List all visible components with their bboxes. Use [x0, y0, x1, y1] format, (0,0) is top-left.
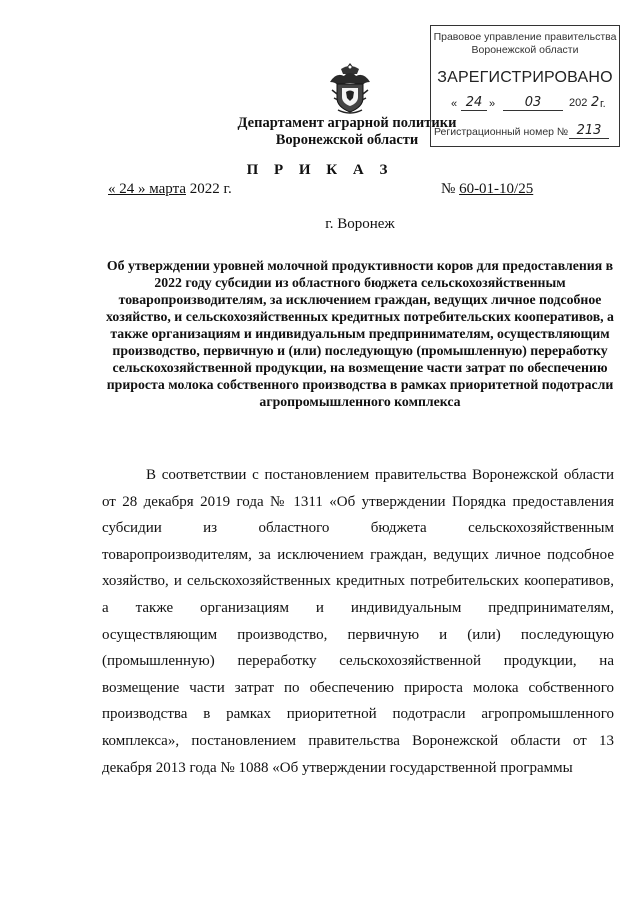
stamp-date-year-suffix: г.: [600, 98, 606, 110]
document-type: П Р И К А З: [246, 162, 394, 178]
stamp-date-day: 24: [461, 95, 487, 111]
stamp-date-year-handwritten: 2: [591, 95, 600, 110]
stamp-date-quote-open: «: [451, 98, 458, 110]
order-date-day-month: « 24 » марта: [108, 181, 186, 197]
stamp-reg-label: Регистрационный номер №: [434, 126, 569, 138]
stamp-authority-line-1: Правовое управление правительства: [433, 31, 617, 43]
stamp-date-month: 03: [503, 95, 563, 111]
coat-of-arms-icon: [326, 60, 374, 116]
stamp-date-year-prefix: 202: [569, 97, 588, 109]
order-number-value: 60-01-10/25: [459, 181, 534, 197]
stamp-authority: [431, 31, 619, 57]
stamp-date-quote-close: »: [489, 98, 496, 110]
department-name: [230, 115, 464, 149]
stamp-date: [451, 94, 611, 114]
department-line-1: Департамент аграрной политики: [237, 115, 457, 131]
order-number-sign: №: [441, 181, 460, 197]
stamp-registered-label: ЗАРЕГИСТРИРОВАНО: [437, 69, 613, 86]
order-date-year: 2022 г.: [186, 181, 232, 197]
stamp-reg-number: 213: [569, 123, 609, 139]
order-body: [102, 462, 614, 781]
stamp-registration-number: [434, 123, 614, 141]
order-number: [441, 181, 533, 198]
order-date: [108, 181, 232, 198]
registration-stamp: [430, 25, 620, 147]
order-city: г. Воронеж: [325, 216, 395, 232]
stamp-authority-line-2: Воронежской области: [471, 44, 579, 56]
department-line-2: Воронежской области: [275, 132, 419, 148]
order-title: Об утверждении уровней молочной продуктивности коров для предоставления в 2022 году субсидии из областного бюджета сельскохозяйственным товаропроизводителям, за исключением граждан, ведущих личное подсобное хозяйство, и сельскохозяйственных кредитных потребительских кооперативов, а также организациям и индивидуальным предпринимателям, осуществляющим производство, первичную и (или) последующую (промышленную) переработку сельскохозяйственной продукции, на возмещение части затрат по обеспечению прироста молока собственного производства в рамках приоритетной подотрасли агропромышленного комплекса: [106, 258, 614, 409]
body-paragraph: В соответствии с постановлением правительства Воронежской области от 28 декабря 2019 года № 1311 «Об утверждении Порядка предоставления субсидии из областного бюджета сельскохозяйственным товаропроизводителям, за исключением граждан, ведущих личное подсобное хозяйство, и сельскохозяйственных кредитных потребительских кооперативов, а также организациям и индивидуальным предпринимателям, осуществляющим производство, первичную и (или) последующую (промышленную) переработку сельскохозяйственной продукции, на возмещение части затрат по обеспечению прироста молока собственного производства в рамках приоритетной подотрасли агропромышленного комплекса», постановлением правительства Воронежской области от 13 декабря 2013 года № 1088 «Об утверждении государственной программы: [102, 467, 614, 776]
